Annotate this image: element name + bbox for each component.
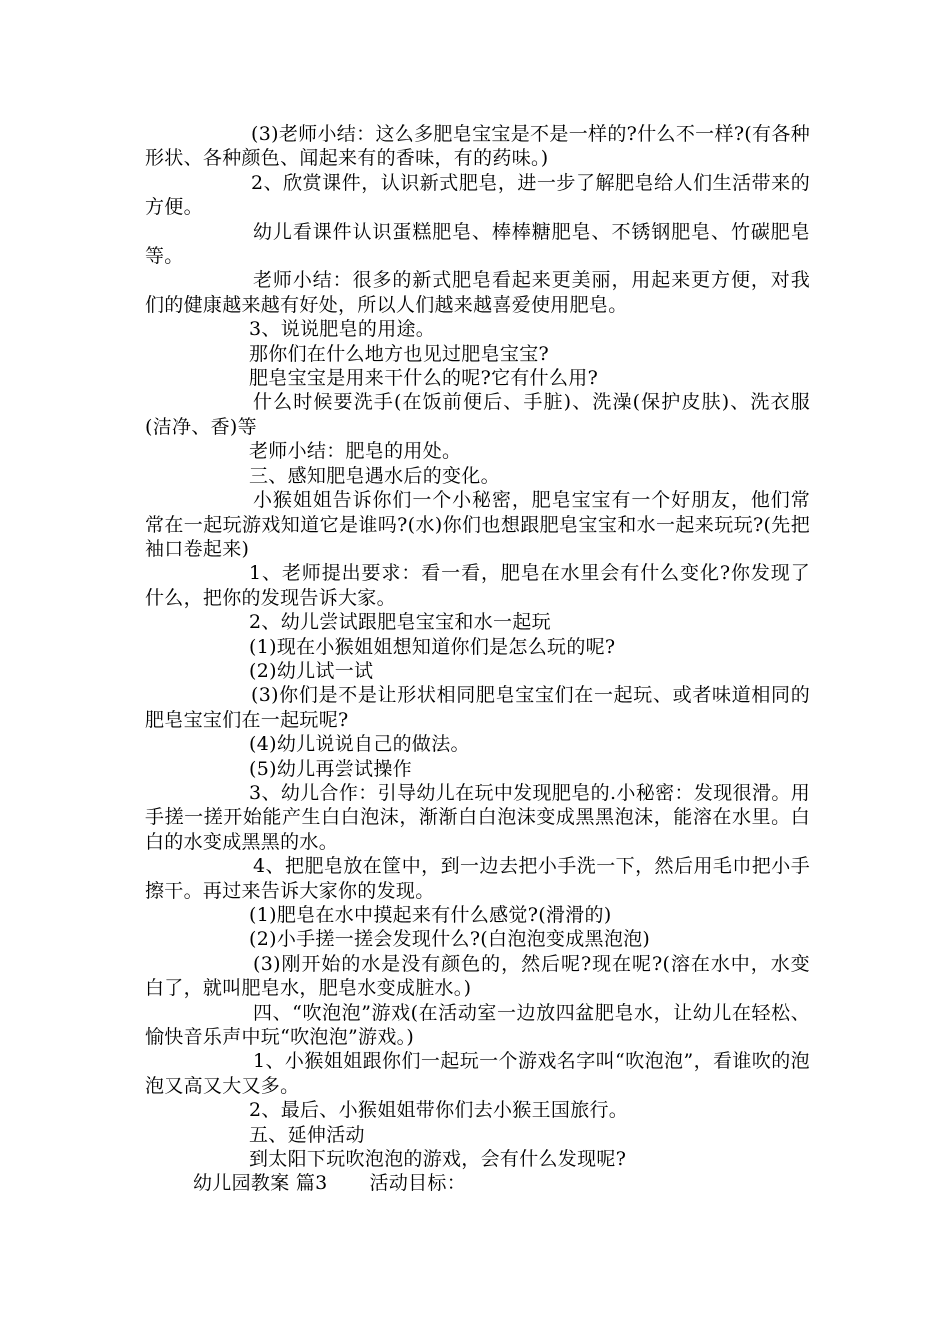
paragraph-little-secret: 小猴姐姐告诉你们一个小秘密，肥皂宝宝有一个好朋友，他们常常在一起玩游戏知道它是谁吗?(水)你们也想跟肥皂宝宝和水一起来玩玩?(先把袖口卷起来) xyxy=(145,489,810,560)
paragraph-extension: 到太阳下玩吹泡泡的游戏，会有什么发现呢? xyxy=(249,1148,627,1171)
paragraph-teacher-summary-soap-types: (3)老师小结：这么多肥皂宝宝是不是一样的?什么不一样?(有各种形状、各种颜色、闻起来有的香味，有的药味。) xyxy=(145,123,810,170)
paragraph-children-try: 2、幼儿尝试跟肥皂宝宝和水一起玩 xyxy=(249,611,551,634)
paragraph-what-for: 肥皂宝宝是用来干什么的呢?它有什么用? xyxy=(249,367,599,390)
section-heading-four: 四、“吹泡泡”游戏(在活动室一边放四盆肥皂水，让幼儿在轻松、愉快音乐声中玩“吹泡泡”游戏。) xyxy=(145,1001,810,1049)
paragraph-when-wash: 什么时候要洗手(在饭前便后、手脏)、洗澡(保护皮肤)、洗衣服(洁净、香)等 xyxy=(145,391,810,438)
paragraph-rub-question: (2)小手搓一搓会发现什么?(白泡泡变成黑泡泡) xyxy=(249,928,651,951)
paragraph-travel: 2、最后、小猴姐姐带你们去小猴王国旅行。 xyxy=(249,1099,629,1122)
paragraph-wash-hands: 4、把肥皂放在筐中，到一边去把小手洗一下，然后用毛巾把小手擦干。再过来告诉大家你的发现。 xyxy=(145,855,810,902)
paragraph-item-1: (1)现在小猴姐姐想知道你们是怎么玩的呢? xyxy=(249,635,616,658)
paragraph-new-soap-kinds: 幼儿看课件认识蛋糕肥皂、棒棒糖肥皂、不锈钢肥皂、竹碳肥皂等。 xyxy=(145,220,810,268)
next-section-line xyxy=(145,1171,810,1195)
paragraph-soap-uses-heading: 3、说说肥皂的用途。 xyxy=(249,318,436,341)
paragraph-item-4: (4)幼儿说说自己的做法。 xyxy=(249,733,470,756)
section-heading-five: 五、延伸活动 xyxy=(249,1123,365,1146)
paragraph-children-cooperate: 3、幼儿合作：引导幼儿在玩中发现肥皂的.小秘密：发现很滑。用手搓一搓开始能产生白白泡沫，渐渐白白泡沫变成黑黑泡沫，能溶在水里。白白的水变成黑黑的水。 xyxy=(145,781,810,853)
section-heading-three: 三、感知肥皂遇水后的变化。 xyxy=(249,464,500,487)
paragraph-item-3: (3)你们是不是让形状相同肥皂宝宝们在一起玩、或者味道相同的肥皂宝宝们在一起玩呢? xyxy=(145,684,810,731)
paragraph-teacher-requirement: 1、老师提出要求：看一看，肥皂在水里会有什么变化?你发现了什么，把你的发现告诉大家。 xyxy=(145,562,810,609)
paragraph-where-seen: 那你们在什么地方也见过肥皂宝宝? xyxy=(249,342,549,365)
paragraph-teacher-summary-new-soap: 老师小结：很多的新式肥皂看起来更美丽，用起来更方便，对我们的健康越来越有好处，所以人们越来越喜爱使用肥皂。 xyxy=(145,269,810,316)
next-section-title: 幼儿园教案 篇3 xyxy=(193,1172,328,1195)
paragraph-bubble-game: 1、小猴姐姐跟你们一起玩一个游戏名字叫“吹泡泡”，看谁吹的泡泡又高又大又多。 xyxy=(145,1050,810,1097)
paragraph-feel-question: (1)肥皂在水中摸起来有什么感觉?(滑滑的) xyxy=(249,904,612,926)
paragraph-view-courseware: 2、欣赏课件，认识新式肥皂，进一步了解肥皂给人们生活带来的方便。 xyxy=(145,171,810,219)
paragraph-teacher-summary-uses: 老师小结：肥皂的用处。 xyxy=(249,440,462,463)
paragraph-water-change: (3)刚开始的水是没有颜色的，然后呢?现在呢?(溶在水中，水变白了，就叫肥皂水，肥皂水变成脏水。) xyxy=(145,952,810,1000)
paragraph-item-5: (5)幼儿再尝试操作 xyxy=(249,757,412,780)
paragraph-item-2: (2)幼儿试一试 xyxy=(249,659,374,682)
document-body xyxy=(145,122,810,1196)
next-section-label: 活动目标： xyxy=(369,1172,467,1195)
